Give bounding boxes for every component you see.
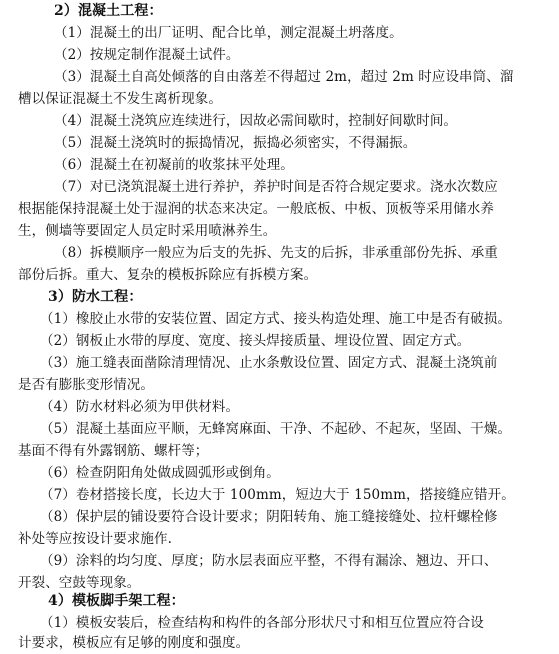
list-item: （7）对已浇筑混凝土进行养护，养护时间是否符合规定要求。浇水次数应	[54, 179, 498, 195]
list-item: （6）混凝土在初凝前的收浆抹平处理。	[54, 157, 294, 173]
list-item: （5）混凝土基面应平顺，无蜂窝麻面、干净、不起砂、不起灰，坚固、干燥。	[40, 421, 512, 437]
list-item-continuation: 生，侧墙等要固定人员定时采用喷淋养生。	[18, 223, 277, 239]
section-heading-concrete: 2）混凝土工程：	[54, 3, 163, 19]
list-item: （3）施工缝表面凿除清理情况、止水条敷设位置、固定方式、混凝土浇筑前	[40, 355, 498, 371]
list-item: （5）混凝土浇筑时的振捣情况，振捣必须密实，不得漏振。	[54, 135, 417, 151]
list-item: （8）保护层的铺设要符合设计要求；阴阳转角、施工缝接缝处、拉杆螺栓修	[40, 509, 498, 525]
list-item: （1）模板安装后，检查结构和构件的各部分形状尺寸和相互位置应符合设	[40, 615, 484, 631]
section-heading-waterproofing: 3）防水工程：	[48, 289, 143, 305]
list-item-continuation: 计要求，模板应有足够的刚度和强度。	[18, 635, 250, 651]
list-item: （1）混凝土的出厂证明、配合比单，测定混凝土坍落度。	[54, 25, 403, 41]
list-item-continuation: 补处等应按设计要求施作.	[18, 531, 172, 547]
list-item: （7）卷材搭接长度，长边大于 100mm，短边大于 150mm，搭接缝应错开。	[40, 487, 515, 503]
list-item-continuation: 槽以保证混凝土不发生离析现象。	[18, 91, 222, 107]
list-item: （4）防水材料必须为甲供材料。	[40, 399, 240, 415]
list-item: （6）检查阴阳角处做成圆弧形或倒角。	[40, 465, 280, 481]
section-heading-formwork-scaffolding: 4）模板脚手架工程：	[48, 593, 185, 609]
list-item: （8）拆模顺序一般应为后支的先拆、先支的后拆，非承重部份先拆、承重	[54, 245, 498, 261]
list-item-continuation: 根据能保持混凝土处于湿润的状态来决定。一般底板、中板、顶板等采用储水养	[18, 201, 494, 217]
list-item: （2）钢板止水带的厚度、宽度、接头焊接质量、埋设位置、固定方式。	[40, 333, 471, 349]
list-item-continuation: 部份后拆。重大、复杂的模板拆除应有拆模方案。	[18, 267, 318, 283]
list-item: （4）混凝土浇筑应连续进行，因故必需间歇时，控制好间歇时间。	[54, 113, 458, 129]
list-item: （3）混凝土自高处倾落的自由落差不得超过 2m，超过 2m 时应设串筒、溜	[54, 69, 514, 85]
list-item-continuation: 是否有膨胀变形情况。	[18, 377, 154, 393]
list-item: （1）橡胶止水带的安装位置、固定方式、接头构造处理、施工中是否有破损。	[40, 311, 512, 327]
list-item-continuation: 开裂、空鼓等现象。	[18, 575, 141, 591]
list-item: （2）按规定制作混凝土试件。	[54, 47, 240, 63]
list-item: （9）涂料的均匀度、厚度；防水层表面应平整，不得有漏涂、翘边、开口、	[40, 553, 498, 569]
list-item-continuation: 基面不得有外露钢筋、螺杆等；	[18, 443, 209, 459]
